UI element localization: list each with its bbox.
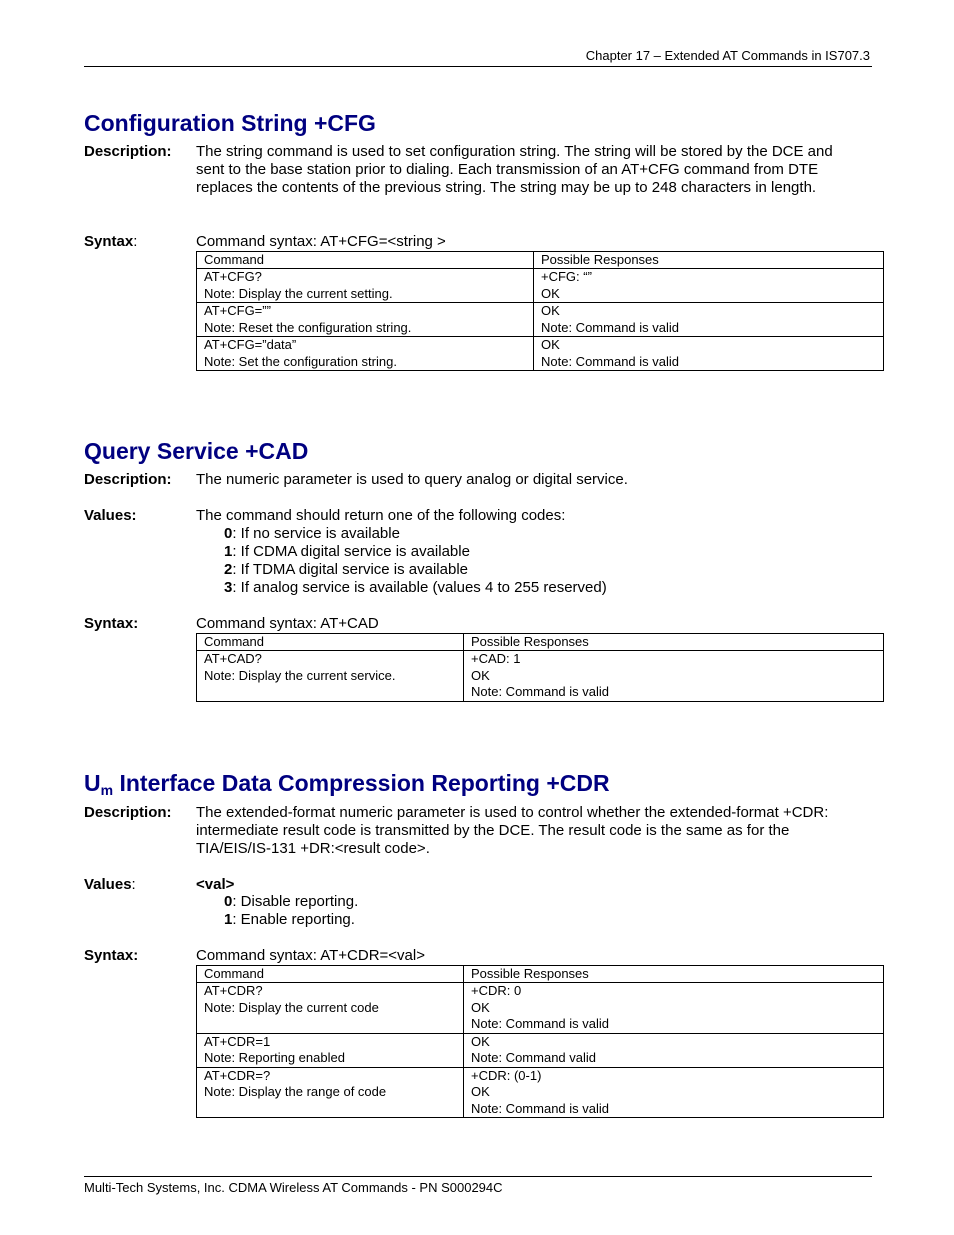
footer-rule [84, 1176, 872, 1177]
response-line: OK [541, 337, 560, 352]
running-header: Chapter 17 – Extended AT Commands in IS707.3 [585, 48, 870, 63]
value-code: 2 [224, 561, 233, 578]
response-line: Note: Command is valid [541, 353, 679, 369]
response-cell [534, 303, 884, 337]
response-line: +CFG: “” [541, 269, 592, 284]
cad-values-intro: The command should return one of the following codes: [196, 507, 566, 524]
value-item [224, 525, 400, 543]
value-item [224, 561, 468, 579]
response-cell [464, 1067, 884, 1118]
cfg-command-table [196, 251, 884, 371]
value-text: : If TDMA digital service is available [232, 561, 468, 578]
value-item [224, 911, 355, 929]
cdr-description: The extended-format numeric parameter is used to control whether the extended-format +CDR: intermediate result code is transmitted by the DCE. The result code is the same as for the TIA/EIS/IS-131 +DR:<result code>. [196, 804, 829, 857]
cdr-title-subscript: m [100, 782, 114, 798]
command-note: Note: Reset the configuration string. [204, 319, 412, 335]
cad-description-label: Description: [84, 471, 172, 488]
response-line: +CDR: 0 [471, 983, 522, 998]
response-line: Note: Command is valid [471, 684, 609, 699]
column-header-command: Command [197, 252, 534, 269]
command-text: AT+CFG=”data” [204, 337, 297, 352]
table-row [197, 1067, 884, 1118]
cdr-syntax: Command syntax: AT+CDR=<val> [196, 947, 425, 964]
table-header-row [197, 252, 884, 269]
command-cell [197, 1067, 464, 1118]
response-line: Note: Command valid [471, 1050, 596, 1065]
response-line: +CAD: 1 [471, 651, 521, 666]
value-code: 3 [224, 579, 233, 596]
command-text: AT+CFG=”” [204, 303, 271, 318]
command-text: AT+CDR=1 [204, 1033, 271, 1049]
column-header-responses: Possible Responses [464, 634, 884, 651]
cfg-syntax-colon: : [133, 233, 138, 250]
table-row [197, 1033, 884, 1067]
cdr-description-label: Description: [84, 804, 172, 821]
command-text: AT+CFG? [204, 269, 262, 284]
response-line: +CDR: (0-1) [471, 1067, 542, 1083]
value-text: : If CDMA digital service is available [232, 543, 470, 560]
cdr-command-table [196, 965, 884, 1118]
command-cell [197, 269, 534, 303]
command-cell [197, 303, 534, 337]
cad-description: The numeric parameter is used to query analog or digital service. [196, 471, 628, 488]
cad-syntax-label: Syntax: [84, 615, 139, 632]
command-cell [197, 983, 464, 1034]
footer-text: Multi-Tech Systems, Inc. CDMA Wireless AT Commands - PN S000294C [84, 1180, 503, 1195]
command-text: AT+CDR? [204, 983, 263, 998]
table-row [197, 269, 884, 303]
response-cell [464, 651, 884, 702]
value-text: : Enable reporting. [232, 911, 355, 928]
response-line: OK [471, 999, 490, 1015]
cad-syntax: Command syntax: AT+CAD [196, 615, 379, 632]
cdr-title-u: U [84, 770, 101, 796]
cdr-values-word: Values [84, 876, 132, 893]
table-header-row [197, 634, 884, 651]
command-note: Note: Display the current service. [204, 667, 396, 683]
value-code: 1 [224, 911, 233, 928]
cdr-values-label [84, 876, 136, 893]
response-cell [534, 269, 884, 303]
command-note: Note: Set the configuration string. [204, 353, 397, 369]
table-row [197, 651, 884, 702]
response-line: OK [541, 285, 560, 301]
column-header-command: Command [197, 966, 464, 983]
response-cell [534, 337, 884, 371]
command-note: Note: Display the current code [204, 999, 379, 1015]
value-text: : If analog service is available (values 4 to 255 reserved) [232, 579, 607, 596]
command-note: Note: Display the range of code [204, 1084, 387, 1099]
response-line: Note: Command is valid [541, 319, 679, 335]
response-line: Note: Command is valid [471, 1016, 609, 1031]
value-text: : Disable reporting. [232, 893, 359, 910]
command-text: AT+CDR=? [204, 1067, 271, 1083]
table-row [197, 337, 884, 371]
cad-title: Query Service +CAD [84, 438, 309, 464]
value-code: 0 [224, 525, 233, 542]
header-rule [84, 66, 872, 67]
column-header-responses: Possible Responses [464, 966, 884, 983]
cad-command-table [196, 633, 884, 702]
value-text: : If no service is available [232, 525, 400, 542]
command-cell [197, 1033, 464, 1067]
value-item [224, 893, 358, 911]
cdr-values-param: <val> [196, 876, 235, 893]
response-cell [464, 1033, 884, 1067]
cad-values-label: Values: [84, 507, 137, 524]
cfg-syntax: Command syntax: AT+CFG=<string > [196, 233, 446, 250]
cfg-syntax-word: Syntax [84, 233, 134, 250]
table-header-row [197, 966, 884, 983]
value-item [224, 543, 470, 561]
table-row [197, 303, 884, 337]
command-note: Note: Reporting enabled [204, 1050, 345, 1065]
column-header-command: Command [197, 634, 464, 651]
response-line: OK [541, 303, 560, 318]
cdr-values-colon: : [131, 876, 136, 893]
command-note: Note: Display the current setting. [204, 285, 393, 301]
cfg-description-label: Description: [84, 143, 172, 160]
command-cell [197, 337, 534, 371]
cfg-description: The string command is used to set configuration string. The string will be stored by the DCE and sent to the base station prior to dialing. Each transmission of an AT+CFG command from DTE replaces the contents of the previous string. The string may be up to 248 characters in length. [196, 143, 833, 196]
response-line: OK [471, 1084, 490, 1099]
response-line: OK [471, 1033, 490, 1049]
table-row [197, 983, 884, 1034]
cdr-title [84, 770, 610, 798]
cfg-title: Configuration String +CFG [84, 110, 376, 136]
cfg-syntax-label [84, 233, 137, 250]
value-item [224, 579, 607, 597]
column-header-responses: Possible Responses [534, 252, 884, 269]
command-text: AT+CAD? [204, 651, 262, 666]
command-cell [197, 651, 464, 702]
response-line: OK [471, 667, 490, 683]
response-cell [464, 983, 884, 1034]
value-code: 0 [224, 893, 233, 910]
value-code: 1 [224, 543, 233, 560]
cdr-title-rest: Interface Data Compression Reporting +CDR [113, 770, 610, 796]
response-line: Note: Command is valid [471, 1100, 609, 1116]
cdr-syntax-label: Syntax: [84, 947, 139, 964]
